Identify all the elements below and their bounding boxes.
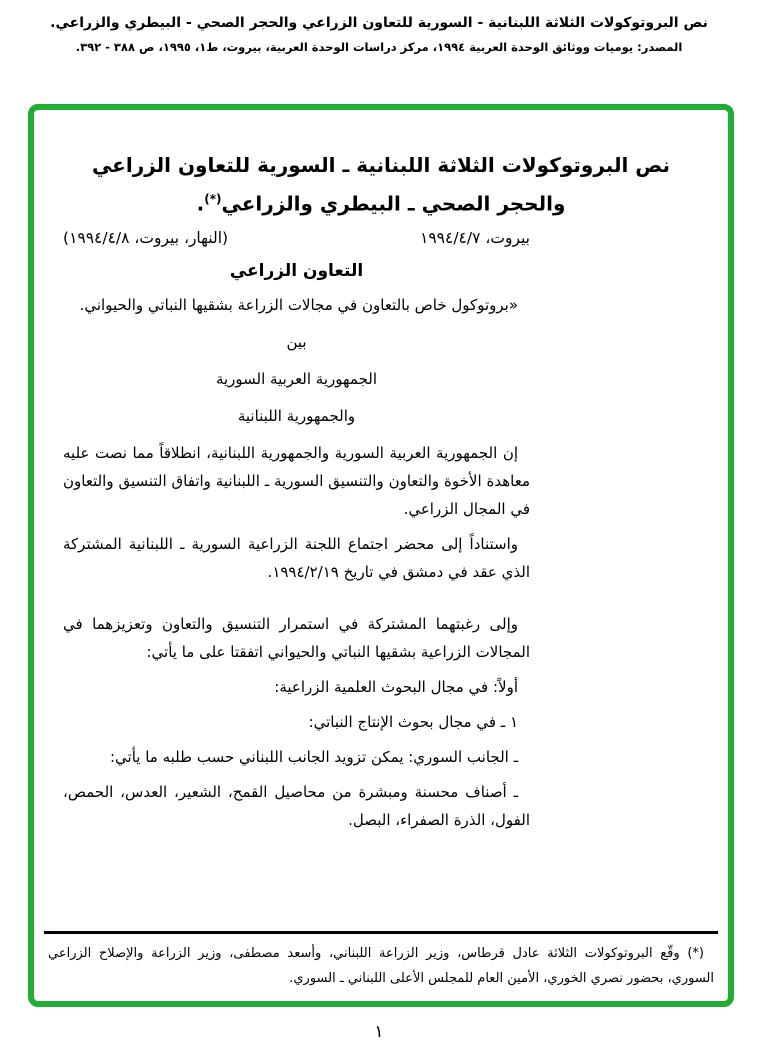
body-paragraph-protocol-intro: «بروتوكول خاص بالتعاون في مجالات الزراعة بشقيها النباتي والحيواني.: [79, 295, 518, 314]
body-line-plant-production-research: ١ ـ في مجال بحوث الإنتاج النباتي:: [308, 712, 518, 731]
page-header: [0, 0, 758, 54]
article-column: [63, 229, 530, 834]
dateline-place-date: بيروت، ١٩٩٤/٤/٧: [420, 228, 530, 247]
footnote-area: [42, 931, 720, 991]
section-heading-agricultural-cooperation: التعاون الزراعي: [229, 260, 364, 281]
document-title-text: نص البروتوكولات الثلاثة اللبنانية ـ السورية للتعاون الزراعي والحجر الصحي ـ البيطري والزراعي: [91, 153, 671, 216]
dateline-row: [63, 229, 530, 247]
body-line-between: بين: [286, 332, 307, 351]
protocol-text-frame: [28, 104, 734, 1007]
footnote-marker-superscript: (*): [204, 192, 222, 206]
body-line-syrian-republic: الجمهورية العربية السورية: [215, 369, 378, 388]
body-line-first-clause-research: أولاً: في مجال البحوث العلمية الزراعية:: [274, 677, 518, 696]
body-paragraph-mutual-desire: وإلى رغبتهما المشتركة في استمرار التنسيق والتعاون وتعزيزهما في المجالات الزراعية بشقيها النباتي والحيواني اتفقتا على ما يأتي:: [63, 614, 530, 661]
body-paragraph-preamble-treaty: إن الجمهورية العربية السورية والجمهورية اللبنانية، انطلاقاً مما نصت عليه معاهدة الأخوة والتعاون والتنسيق السورية ـ اللبنانية واتفاق التنسيق والتعاون في المجال الزراعي.: [63, 443, 530, 518]
body-line-lebanese-republic: والجمهورية اللبنانية: [237, 406, 356, 425]
page-number: ١: [374, 1022, 384, 1042]
footnote-divider-rule: [44, 931, 718, 934]
body-paragraph-crop-varieties: ـ أصناف محسنة ومبشرة من محاصيل القمح، الشعير، العدس، الحمص، الفول، الذرة الصفراء، البصل.: [63, 782, 530, 829]
header-title: نص البروتوكولات الثلاثة اللبنانية - السورية للتعاون الزراعي والحجر الصحي - البيطري والزراعي.: [50, 15, 708, 31]
document-title: [68, 148, 694, 221]
footnote-signatories: (*) وقّع البروتوكولات الثلاثة عادل قرطاس، وزير الزراعة اللبناني، وأسعد مصطفى، وزير الزراعة والإصلاح الزراعي السوري، بحضور نصري الخوري، الأمين العام للمجلس الأعلى اللبناني ـ السوري.: [48, 946, 714, 986]
body-paragraph-syrian-side: ـ الجانب السوري: يمكن تزويد الجانب اللبناني حسب طلبه ما يأتي:: [109, 747, 518, 766]
document-title-period: .: [196, 191, 205, 216]
dateline-newspaper-ref: (النهار، بيروت، ١٩٩٤/٤/٨): [63, 228, 229, 247]
body-paragraph-committee-minutes: واستناداً إلى محضر اجتماع اللجنة الزراعية السورية ـ اللبنانية المشتركة الذي عقد في دمشق في تاريخ ١٩٩٤/٢/١٩.: [63, 534, 530, 581]
header-source-citation: المصدر: يوميات ووثائق الوحدة العربية ١٩٩٤، مركز دراسات الوحدة العربية، بيروت، ط١، ١٩٩٥، ص ٣٨٨ - ٣٩٢.: [75, 40, 683, 54]
